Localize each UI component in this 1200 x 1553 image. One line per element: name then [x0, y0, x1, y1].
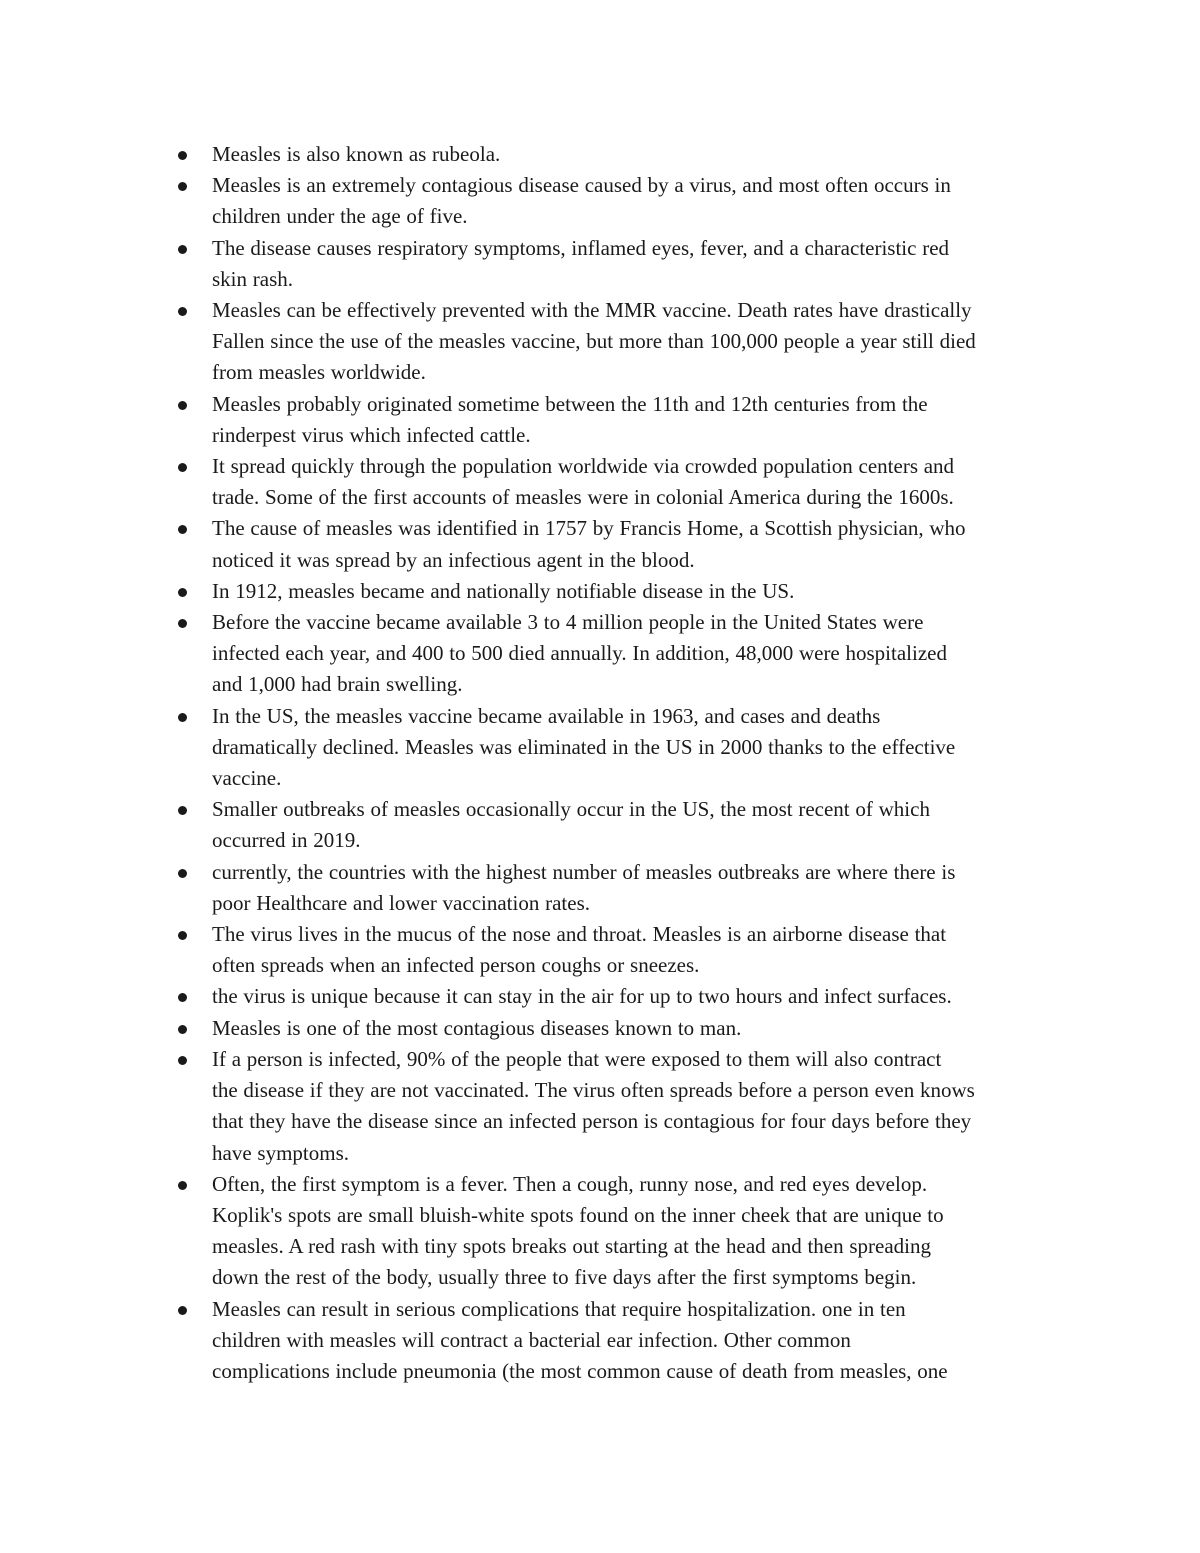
text-line: have symptoms.	[212, 1140, 349, 1165]
text-line: Measles can result in serious complications that require hospitalization. one in ten	[212, 1296, 906, 1321]
bullet-text	[212, 513, 1072, 575]
list-item	[172, 389, 1072, 451]
bullet-text	[212, 794, 1072, 856]
text-line: that they have the disease since an infected person is contagious for four days before they	[212, 1109, 972, 1134]
bullet-text	[212, 295, 1072, 389]
text-line: from measles worldwide.	[212, 360, 426, 385]
text-line: Fallen since the use of the measles vaccine, but more than 100,000 people a year still died	[212, 329, 976, 354]
bullet-dot-icon	[178, 1306, 187, 1315]
text-line: The cause of measles was identified in 1757 by Francis Home, a Scottish physician, who	[212, 516, 966, 541]
text-line: In the US, the measles vaccine became available in 1963, and cases and deaths	[212, 703, 881, 728]
bullet-text	[212, 389, 1072, 451]
bullet-dot-icon	[178, 525, 187, 534]
bullet-text	[212, 919, 1072, 981]
list-item	[172, 1169, 1072, 1294]
text-line: Measles is one of the most contagious diseases known to man.	[212, 1015, 742, 1040]
bullet-dot-icon	[178, 307, 187, 316]
list-item	[172, 1013, 1072, 1044]
bullet-dot-icon	[178, 1056, 187, 1065]
text-line: measles. A red rash with tiny spots breaks out starting at the head and then spreading	[212, 1234, 932, 1259]
bullet-dot-icon	[178, 713, 187, 722]
bullet-text	[212, 857, 1072, 919]
text-line: dramatically declined. Measles was eliminated in the US in 2000 thanks to the effective	[212, 734, 956, 759]
bullet-dot-icon	[178, 245, 187, 254]
bullet-dot-icon	[178, 401, 187, 410]
bullet-text	[212, 981, 1072, 1012]
text-line: down the rest of the body, usually three to five days after the first symptoms begin.	[212, 1265, 917, 1290]
bullet-dot-icon	[178, 1181, 187, 1190]
bullet-text	[212, 1169, 1072, 1294]
text-line: Measles is an extremely contagious disease caused by a virus, and most often occurs in	[212, 173, 951, 198]
bullet-text	[212, 576, 1072, 607]
list-item	[172, 857, 1072, 919]
text-line: infected each year, and 400 to 500 died annually. In addition, 48,000 were hospitalized	[212, 641, 947, 666]
text-line: The disease causes respiratory symptoms, inflamed eyes, fever, and a characteristic red	[212, 235, 950, 260]
bullet-dot-icon	[178, 182, 187, 191]
text-line: rinderpest virus which infected cattle.	[212, 422, 531, 447]
text-line: If a person is infected, 90% of the people that were exposed to them will also contract	[212, 1046, 942, 1071]
list-item	[172, 1294, 1072, 1388]
list-item	[172, 701, 1072, 795]
bullet-dot-icon	[178, 619, 187, 628]
list-item	[172, 981, 1072, 1012]
list-item	[172, 794, 1072, 856]
text-line: the virus is unique because it can stay in the air for up to two hours and infect surfaces.	[212, 984, 952, 1009]
list-item	[172, 295, 1072, 389]
text-line: Before the vaccine became available 3 to 4 million people in the United States were	[212, 610, 924, 635]
list-item	[172, 919, 1072, 981]
bullet-dot-icon	[178, 993, 187, 1002]
list-item	[172, 451, 1072, 513]
bullet-text	[212, 701, 1072, 795]
bullet-text	[212, 139, 1072, 170]
text-line: Measles probably originated sometime between the 11th and 12th centuries from the	[212, 391, 928, 416]
text-line: poor Healthcare and lower vaccination rates.	[212, 890, 590, 915]
text-line: The virus lives in the mucus of the nose and throat. Measles is an airborne disease that	[212, 922, 947, 947]
bullet-text	[212, 170, 1072, 232]
text-line: vaccine.	[212, 766, 282, 791]
text-line: the disease if they are not vaccinated. The virus often spreads before a person even knows	[212, 1078, 975, 1103]
bullet-text	[212, 233, 1072, 295]
list-item	[172, 607, 1072, 701]
text-line: currently, the countries with the highest number of measles outbreaks are where there is	[212, 859, 956, 884]
bullet-text	[212, 607, 1072, 701]
text-line: Measles can be effectively prevented with the MMR vaccine. Death rates have drastically	[212, 298, 972, 323]
text-line: Often, the first symptom is a fever. Then a cough, runny nose, and red eyes develop.	[212, 1171, 928, 1196]
list-item	[172, 139, 1072, 170]
list-item	[172, 1044, 1072, 1169]
bullet-dot-icon	[178, 931, 187, 940]
text-line: often spreads when an infected person coughs or sneezes.	[212, 953, 700, 978]
text-line: noticed it was spread by an infectious agent in the blood.	[212, 547, 695, 572]
bullet-dot-icon	[178, 1025, 187, 1034]
bullet-dot-icon	[178, 869, 187, 878]
text-line: trade. Some of the first accounts of measles were in colonial America during the 1600s.	[212, 485, 954, 510]
list-item	[172, 576, 1072, 607]
text-line: complications include pneumonia (the most common cause of death from measles, one	[212, 1358, 948, 1383]
text-line: In 1912, measles became and nationally notifiable disease in the US.	[212, 578, 795, 603]
bullet-dot-icon	[178, 806, 187, 815]
list-item	[172, 233, 1072, 295]
bullet-text	[212, 451, 1072, 513]
text-line: children under the age of five.	[212, 204, 468, 229]
text-line: Smaller outbreaks of measles occasionally occur in the US, the most recent of which	[212, 797, 930, 822]
text-line: Koplik's spots are small bluish-white spots found on the inner cheek that are unique to	[212, 1202, 944, 1227]
list-item	[172, 513, 1072, 575]
text-line: Measles is also known as rubeola.	[212, 142, 501, 166]
list-item	[172, 170, 1072, 232]
bullet-text	[212, 1044, 1072, 1169]
text-line: occurred in 2019.	[212, 828, 361, 853]
text-line: and 1,000 had brain swelling.	[212, 672, 463, 697]
text-line: children with measles will contract a bacterial ear infection. Other common	[212, 1327, 851, 1352]
text-line: It spread quickly through the population worldwide via crowded population centers and	[212, 454, 955, 479]
bullet-dot-icon	[178, 463, 187, 472]
bullet-dot-icon	[178, 151, 187, 160]
bullet-dot-icon	[178, 588, 187, 597]
bullet-list	[172, 139, 1072, 1387]
text-line: skin rash.	[212, 266, 293, 291]
bullet-text	[212, 1294, 1072, 1388]
bullet-text	[212, 1013, 1072, 1044]
